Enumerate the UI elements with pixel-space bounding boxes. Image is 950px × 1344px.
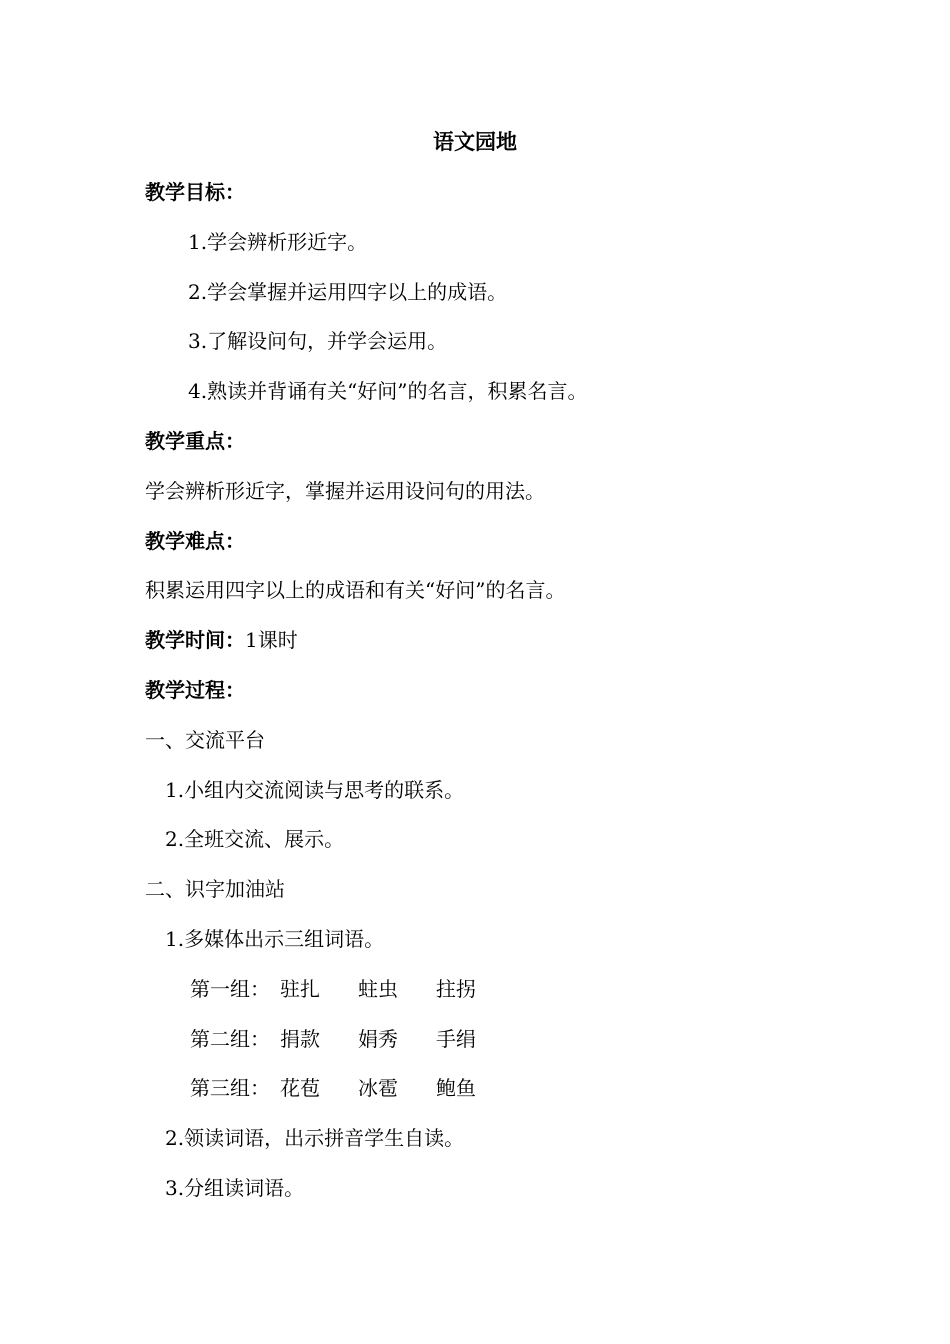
word-item: 手绢 (436, 1027, 476, 1051)
word-item: 鲍鱼 (436, 1076, 476, 1100)
section-title: 二、识字加油站 (145, 877, 285, 901)
word-item: 花苞 (280, 1076, 320, 1100)
word-item: 蛀虫 (358, 977, 398, 1001)
process-step: 1.小组内交流阅读与思考的联系。 (165, 778, 465, 802)
process-step: 3.分组读词语。 (165, 1176, 305, 1200)
objective-item: 1.学会辨析形近字。 (188, 230, 368, 254)
word-group-row (190, 975, 476, 1003)
objectives-heading: 教学目标： (145, 180, 245, 204)
process-step: 2.领读词语，出示拼音学生自读。 (165, 1126, 465, 1150)
word-group-row (190, 1074, 476, 1102)
word-group-label: 第二组： (190, 1027, 270, 1051)
word-item: 捐款 (280, 1027, 320, 1051)
process-heading: 教学过程： (145, 678, 245, 702)
difficulties-heading: 教学难点： (145, 529, 245, 553)
key-points-text: 学会辨析形近字，掌握并运用设问句的用法。 (145, 479, 545, 503)
word-item: 娟秀 (358, 1027, 398, 1051)
key-points-heading: 教学重点： (145, 429, 245, 453)
teaching-time (145, 626, 298, 654)
word-item: 拄拐 (436, 977, 476, 1001)
word-item: 驻扎 (280, 977, 320, 1001)
objective-item: 2.学会掌握并运用四字以上的成语。 (188, 280, 508, 304)
word-group-label: 第三组： (190, 1076, 270, 1100)
section-title: 一、交流平台 (145, 728, 265, 752)
objective-item: 3.了解设问句，并学会运用。 (188, 329, 448, 353)
document-title: 语文园地 (433, 130, 517, 154)
word-group-row (190, 1025, 476, 1053)
teaching-time-value: 1课时 (245, 628, 298, 652)
objective-item: 4.熟读并背诵有关“好问”的名言，积累名言。 (188, 379, 588, 403)
teaching-time-label: 教学时间： (145, 628, 245, 652)
word-item: 冰雹 (358, 1076, 398, 1100)
process-step: 2.全班交流、展示。 (165, 827, 345, 851)
word-group-label: 第一组： (190, 977, 270, 1001)
difficulties-text: 积累运用四字以上的成语和有关“好问”的名言。 (145, 578, 566, 602)
process-step: 1.多媒体出示三组词语。 (165, 927, 385, 951)
